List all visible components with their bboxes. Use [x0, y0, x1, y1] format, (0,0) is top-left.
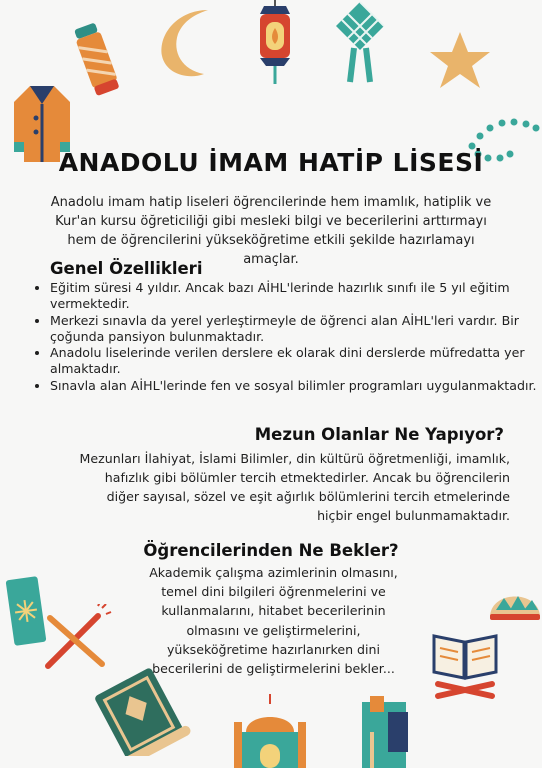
- page-title: ANADOLU İMAM HATİP LİSESİ: [58, 148, 484, 177]
- list-item: • Sınavla alan AİHL'lerinde fen ve sosyal bilimler programları uygulanmaktadır.: [50, 378, 540, 394]
- expectations-heading: Öğrencilerinden Ne Bekler?: [143, 541, 399, 560]
- expectations-paragraph: Akademik çalışma azimlerinin olmasını, temel dini bilgileri öğrenmelerini ve kullanmalarını, hitabet becerilerinin olmasını ve geliştirmelerini, yükseköğretime hazırlanırken dini becerilerini de geliştirmelerini bekler...: [149, 565, 398, 677]
- list-item: • Merkezi sınavla da yerel yerleştirmeyle de öğrenci alan AİHL'leri vardır. Bir çoğunda pansiyon bulunmaktadır.: [50, 313, 540, 346]
- quran-on-stand-icon: [428, 626, 502, 700]
- ketupat-icon: [332, 0, 388, 86]
- crossed-drumsticks-icon: [40, 604, 112, 674]
- prayer-rug-icon: [92, 666, 192, 756]
- intro-paragraph: Anadolu imam hatip liseleri öğrencilerinde hem imamlık, hatiplik ve Kur'an kursu öğreticiliği gibi mesleki bilgi ve becerilerini arttırmayı hem de öğrencilerini yükseköğretime etkili şekilde hazırlamayı amaçlar.: [50, 195, 492, 267]
- mosque-icon: [232, 692, 308, 768]
- list-item: • Eğitim süresi 4 yıldır. Ancak bazı AİHL'lerinde hazırlık sınıfı ile 5 yıl eğitim vermektedir.: [50, 280, 540, 313]
- graduates-heading: Mezun Olanlar Ne Yapıyor?: [254, 425, 504, 444]
- cap-icon: [488, 580, 542, 622]
- hanging-lantern-icon: [252, 0, 298, 88]
- door-icon: [358, 692, 416, 768]
- lantern-icon: [72, 18, 122, 104]
- crescent-moon-icon: [148, 4, 218, 80]
- features-list: [33, 280, 540, 394]
- star-icon: [428, 30, 492, 90]
- features-heading: Genel Özellikleri: [50, 259, 203, 278]
- graduates-paragraph: Mezunları İlahiyat, İslami Bilimler, din kültürü öğretmenliği, imamlık, hafızlık gibi bölümler tercih etmektedirler. Ancak bu öğrencilerin diğer sayısal, sözel ve eşit ağırlık bölümlerini tercih etmelerinde hiçbir engel bulunmamaktadır.: [79, 451, 510, 523]
- list-item: • Anadolu liselerinde verilen derslere ek olarak dini derslerde müfredatta yer almaktadır.: [50, 345, 540, 378]
